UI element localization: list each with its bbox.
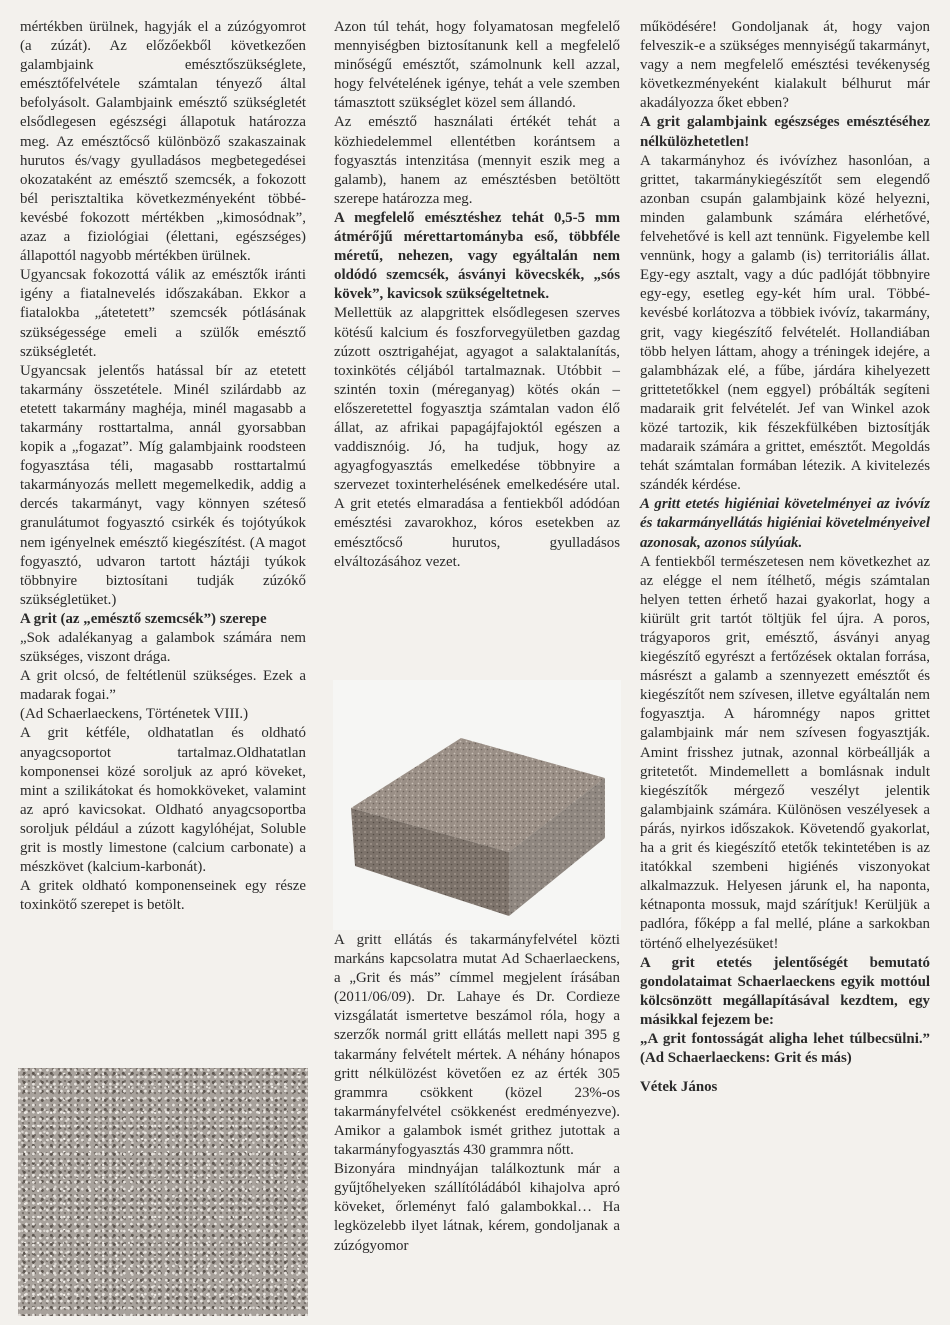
section-heading: A grit (az „emésztő szemcsék”) szerepe xyxy=(20,610,267,627)
paragraph: Az emésztő használati értékét tehát a közhiedelemmel ellentétben korántsem a fogyasztás intenzitása (mennyit eszik meg a galamb), hanem az emésztésben betöltött szerepe határozza meg. xyxy=(334,114,620,207)
paragraph: A gritek oldható komponenseinek egy része toxinkötő szerepet is betölt. xyxy=(20,878,306,914)
paragraph: A takarmányhoz és ivóvízhez hasonlóan, a grittet, takarmánykiegészítőt sem elegendő azonban csupán galambjaink közé helyezni, minden galambunk számára elérhetővé, felvehetővé is kell azt tennünk. Figyelembe kell vennünk, hogy a galamb (is) territoriális állat. Egy-egy asztalt, vagy a dúc padlóját többnyire egy-egy, esetleg egy-két hím ural. Többé-kevésbé korlátozva a többiek ivóvíz, takarmány, grit, vagy kiegészítő felvételét. Hollandiában több helyen láttam, ahogy a tréningek idejére, a galambházak elé, a fűbe, járdára kihelyezett grittetetőkkel (nem eggyel) próbálták segíteni madaraik grit felvételét. Jef van Winkel azok közé tartozik, kik fészekfülkében biztosítják madaraik számára a grittet, emésztőt. Megoldás tehát számtalan formában létezik. A kivitelezés szándék kérdése. xyxy=(640,152,930,494)
quote: „Sok adalékanyag a galambok számára nem szükséges, viszont drága. xyxy=(20,630,306,666)
highlight-paragraph: A gritt etetés higiéniai követelményei az ivóvíz és takarmányellátás higiéniai követelményeivel azonosak, azonos súlyúak. xyxy=(640,496,930,551)
quote-source: (Ad Schaerlaeckens, Történetek VIII.) xyxy=(20,706,249,723)
paragraph: működésére! Gondoljanak át, hogy vajon felveszik-e a szükséges mennyiségű takarmányt, vagy a nem megfelelő emésztési tevékenység következményeként kialakult bélhurut már akadályozza őket ebben? xyxy=(640,19,930,112)
closing-paragraph: A grit etetés jelentőségét bemutató gondolataimat Schaerlaeckens egyik mottóul kölcsönzött megállapításával kezdtem, egy másikkal fejezem be: xyxy=(640,954,930,1028)
paragraph: Azon túl tehát, hogy folyamatosan megfelelő mennyiségben biztosítanunk kell a megfelelő minőségű emésztőt, számolnunk kell azzal, hogy felvételének igénye, tehát a vele szemben támasztott szükséglet közel sem állandó. xyxy=(334,19,620,112)
column-middle-top xyxy=(334,18,620,572)
paragraph: Ugyancsak jelentős hatással bír az etetett takarmány összetétele. Minél szilárdabb az etetett takarmány maghéja, minél magasabb a takarmány rosttartalma, annál gyorsabban kopik a „fogazat”. Míg galambjaink roodsteen fogyasztása téli, magasabb rosttartalmú takarmányozás mellett megemelkedik, addig a dercés takarmányt, vagy könnyen széteső granulátumot fogyasztó csirkék és tojótyúkok nem igényelnek emésztő kiegészítést. (A magot fogyasztó, udvaron tartott háztáji tyúkok többnyire biztosítani tudják zúzókő szükségletüket.) xyxy=(20,362,306,608)
closing-quote: „A grit fontosságát aligha lehet túlbecsülni.” (Ad Schaerlaeckens: Grit és más) xyxy=(640,1030,930,1067)
author-signature: Vétek János xyxy=(640,1079,718,1096)
paragraph: A fentiekből természetesen nem következhet az az elégge el nem ítélhető, mégis számtalan helyen tetten érhető hazai gyakorlat, hogy a kiürült grit tartót töltjük fel újra. A poros, trágyaporos grit, emésztő, ásványi anyag kiegészítő egyrészt a fertőzések oktalan forrása, másrészt a galamb a szennyezett emésztőt és kiegészítőt nem szívesen, illetve egyáltalán nem fogyasztja. A háromnégy napos grittet galambjaink már nem szívesen fogyasztják. Amint frisshez jutnak, azonnal körbeállják a gritetetőt. Mindemellett a bomlásnak indult kiegészítők mérgező veszélyt jelentik galambjaink számára. Különösen veszélyesek a párás, nyirkos időszakok. Követendő gyakorlat, ha a grit és kiegészítő etetők tekintetében is az itatókkal szembeni higiénés viszonyokat alkalmazzuk. Helyesen járunk el, ha naponta, kétnaponta mossuk, majd szárítjuk! Kerüljük a padlóra, főképp a fal mellé, pláne a sarkokban történő elhelyezésüket! xyxy=(640,553,930,952)
paragraph: Bizonyára mindnyájan találkoztunk már a gyűjtőhelyeken szállítóládából kihajolva apró köveket, őrleményt faló galambokkal… Ha legközelebb ilyet látnak, kérem, gondoljanak a zúzógyomor xyxy=(334,1161,620,1254)
column-right xyxy=(640,18,930,1097)
highlight-paragraph: A megfelelő emésztéshez tehát 0,5-5 mm átmérőjű mérettartományba eső, többféle méretű, nehezen, vagy egyáltalán nem oldódó szemcsék, ásványi kövecskék, „sós kövek”, kavicsok szükségeltetnek. xyxy=(334,209,620,303)
column-middle-bottom xyxy=(334,931,620,1256)
caption-paragraph: A gritt ellátás és takarmányfelvétel közti markáns kapcsolatra mutat Ad Schaerlaeckens, a „Grit és más” címmel megjelent írásában (2011/06/09). Dr. Lahaye és Dr. Cordieze vizsgálatát ismertetve beszámol róla, hogy a szerzők normál gritt ellátás mellett napi 395 g takarmány felvételt mértek. A néhány hónapos gritt nélkülözést követően ez az érték 305 grammra csökkent (közel 23%-os takarmányfelvétel csökkenést eredményezve). Amikor a galambok ismét grithez jutottak a takarmányfogyasztás 430 grammra nőtt. xyxy=(334,932,620,1159)
paragraph: A grit kétféle, oldhatatlan és oldható anyagcsoportot tartalmaz.Oldhatatlan komponensei közé soroljuk az apró köveket, mint a szilikátokat és homokköveket, valamint az apró kavicsokat. Oldható anyagcsoportba soroljuk például a zúzott kagylóhéjat, Soluble grit is mostly limestone (calcium carbonate) a mészkövet (kalcium-karbonát). xyxy=(20,725,306,876)
highlight-paragraph: A grit galambjaink egészséges emésztéséhez nélkülözhetetlen! xyxy=(640,114,930,150)
column-left xyxy=(20,18,306,915)
paragraph: Mellettük az alapgrittek elsődlegesen szerves kötésű kalcium és foszforvegyületben gazdag zúzott osztrigahéjat, agyagot a salaktalanítás, toxinkötés céljából tartalmaznak. Utóbbit – szintén toxin (méreganyag) kötés okán – előszeretettel fogyasztja számtalan vadon élő állat, az afrikai papagájfajoktól egészen a vaddisznóig. Jó, ha tudjuk, hogy az agyagfogyasztás emelkedése többnyire a szervezet toxinterhelésének emelkedésére utal. A grit etetés elmaradása a fentiekből adódóan emésztési zavarokhoz, kóros esetekben az emésztőcső hurutos, gyulladásos elváltozásához vezet. xyxy=(334,305,620,570)
grit-block-photo xyxy=(333,680,621,930)
quote: A grit olcsó, de feltétlenül szükséges. Ezek a madarak fogai.” xyxy=(20,668,306,704)
paragraph: mértékben ürülnek, hagyják el a zúzógyomrot (a zúzát). Az előzőekből következően galambjaink emésztőszükséglete, emésztőfelvétele számtalan tényező által befolyásolt. Galambjaink emésztő szükségletét elsődlegesen egészségi állapotuk határozza meg. Az emésztőcső különböző szakaszainak hurutos és/vagy gyulladásos megbetegedései okozataként az emésztő szemcsék, a fokozott bél perisztaltika következményeként többé-kevésbé fokozott mértékben „kimosódnak”, azaz a fiziológiai (élettani, egészséges) állapottól nagyobb mértékben ürülnek. xyxy=(20,19,306,265)
grit-texture-photo xyxy=(18,1068,308,1316)
paragraph: Ugyancsak fokozottá válik az emésztők iránti igény a fiatalnevelés időszakában. Ekkor a fiatalokba „átetetett” szemcsék pótlásának szükségessége emeli a szülők emésztő szükségletét. xyxy=(20,267,306,360)
